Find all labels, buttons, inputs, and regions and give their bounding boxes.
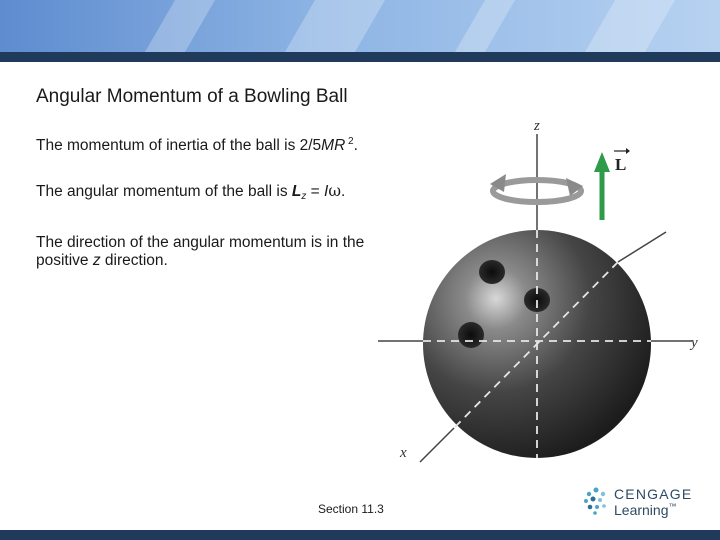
logo-trademark: ™ bbox=[668, 502, 677, 511]
paragraph-moment-of-inertia bbox=[36, 133, 366, 155]
logo-wordmark-top: CENGAGE bbox=[614, 486, 693, 502]
footer-section: Section 11.3 bbox=[318, 502, 384, 516]
top-banner bbox=[0, 0, 720, 52]
paragraph-angular-momentum bbox=[36, 182, 366, 206]
paragraph-direction bbox=[36, 234, 366, 270]
banner-streak bbox=[585, 0, 675, 52]
cengage-logo bbox=[582, 484, 692, 520]
finger-hole bbox=[479, 260, 505, 284]
vector-arrowhead bbox=[594, 152, 610, 172]
bottom-rule bbox=[0, 530, 720, 540]
vector-over-arrowhead bbox=[626, 148, 630, 154]
p1-end: . bbox=[353, 137, 358, 154]
p2-variable: L bbox=[291, 183, 302, 200]
vector-L-label: L bbox=[615, 155, 627, 174]
z-axis-label: z bbox=[534, 118, 540, 134]
p2-inertia-symbol: I bbox=[324, 183, 329, 200]
logo-learning: Learning bbox=[614, 502, 669, 518]
p3-variable: z bbox=[92, 252, 101, 269]
cengage-mark-icon bbox=[582, 486, 612, 516]
top-rule bbox=[0, 52, 720, 62]
logo-wordmark-bottom bbox=[614, 502, 677, 518]
x-axis-line-lower bbox=[420, 428, 454, 462]
p3-end: direction. bbox=[100, 252, 168, 269]
p2-subscript: z bbox=[301, 191, 307, 202]
p1-text: The momentum of inertia of the ball is 2/5 bbox=[36, 137, 322, 154]
p3-text: The direction of the angular momentum is in the positive bbox=[36, 234, 365, 269]
x-axis-line-upper bbox=[618, 232, 666, 262]
x-axis-label: x bbox=[400, 445, 407, 461]
p2-end: . bbox=[340, 183, 346, 200]
y-axis-label: y bbox=[691, 335, 698, 351]
p1-variable: MR bbox=[321, 137, 346, 154]
banner-streak bbox=[145, 0, 215, 52]
banner-streak bbox=[455, 0, 515, 52]
bowling-ball-figure bbox=[370, 112, 720, 472]
banner-streak bbox=[285, 0, 385, 52]
p2-omega-symbol: ω bbox=[328, 182, 341, 200]
thumb-hole bbox=[458, 322, 484, 348]
p1-superscript: 2 bbox=[345, 136, 354, 147]
slide-title: Angular Momentum of a Bowling Ball bbox=[36, 86, 348, 107]
p2-equals: = bbox=[306, 183, 325, 200]
p2-text: The angular momentum of the ball is bbox=[36, 183, 292, 200]
